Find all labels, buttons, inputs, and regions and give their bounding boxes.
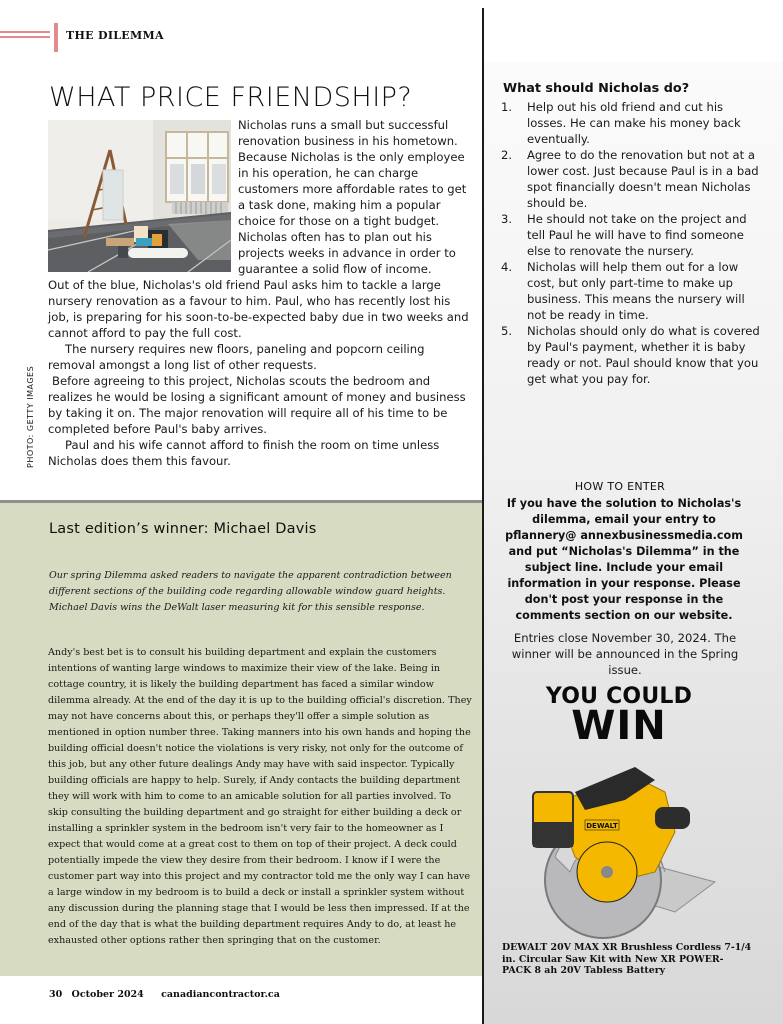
prize-saw-image — [515, 762, 745, 942]
option-number: 1. — [501, 100, 513, 114]
story-paragraph-4: Before agreeing to this project, Nicholas scouts the bedroom and realizes he would be losing a significant amount of money and business by taking it on. The major renovation will require all of his time to be completed before Paul's baby arrives. — [48, 374, 466, 436]
section-label: THE DILEMMA — [66, 29, 164, 42]
option-number: 5. — [501, 324, 513, 338]
website-link[interactable]: canadiancontractor.ca — [161, 989, 280, 1000]
winner-title: Last edition’s winner: Michael Davis — [49, 521, 317, 537]
story-paragraph-5: Paul and his wife cannot afford to finish the room on time unless Nicholas does them this favour. — [48, 438, 440, 468]
entries-close-text: Entries close November 30, 2024. The winner will be announced in the Spring issue. — [511, 631, 739, 677]
how-to-enter-body: If you have the solution to Nicholas's dilemma, email your entry to pflannery@ annexbusinessmedia.com and put “Nicholas's Dilemma” in the subject line. Include your email information in your response. Please don't post your response in the comments section on our website. — [505, 497, 743, 622]
story-paragraph-3: The nursery requires new floors, paneling and popcorn ceiling removal amongst a long list of other requests. — [48, 342, 425, 372]
how-to-enter-title: HOW TO ENTER — [574, 480, 666, 493]
prize-headline-small: YOU COULD — [545, 684, 693, 709]
issue-date: October 2024 — [71, 989, 144, 1000]
option-text: Nicholas will help them out for a low cost, but only part-time to make up business. This means the nursery will not be ready in time. — [527, 260, 745, 322]
option-item — [501, 323, 761, 387]
option-number: 4. — [501, 260, 513, 274]
header-accent-bar — [54, 23, 58, 52]
winner-intro: Our spring Dilemma asked readers to navigate the apparent contradiction between different sections of the building code regarding allowable window guard heights. Michael Davis wins the DeWalt laser measuring kit for this sensible response. — [49, 570, 452, 613]
story-body — [48, 277, 472, 469]
prize-headline-big: WIN — [571, 703, 667, 749]
option-number: 2. — [501, 148, 513, 162]
option-text: He should not take on the project and tell Paul he will have to find someone else to renovate the nursery. — [527, 212, 747, 258]
options-title: What should Nicholas do? — [503, 81, 690, 96]
option-item — [501, 147, 761, 211]
prize-caption: DEWALT 20V MAX XR Brushless Cordless 7-1/4 in. Circular Saw Kit with New XR POWER-PACK 8 ah 20V Tabless Battery — [502, 942, 752, 976]
page-footer — [49, 989, 280, 1000]
option-item — [501, 211, 761, 259]
story-paragraph-1: Nicholas runs a small but successful renovation business in his hometown. Because Nicholas is the only employee in his operation, he can charge customers more affordable rates to get a task done, making him a popular choice for those on a tight budget. Nicholas often has to plan out his projects weeks in advance in order to guarantee a solid flow of income. — [238, 118, 467, 276]
story-paragraph-2: Out of the blue, Nicholas's old friend Paul asks him to tackle a large nursery renovation as a favour to him. Paul, who has recently lost his job, is preparing for his soon-to-be-expected baby due in two weeks and cannot afford to pay the full cost. — [48, 278, 469, 340]
option-number: 3. — [501, 212, 513, 226]
option-text: Agree to do the renovation but not at a lower cost. Just because Paul is in a bad spot financially doesn't mean Nicholas should be. — [527, 148, 759, 210]
option-text: Help out his old friend and cut his losses. He can make his money back eventually. — [527, 100, 741, 146]
option-item — [501, 259, 761, 323]
dewalt-logo: DEWALT — [586, 822, 618, 830]
page-number: 30 — [49, 989, 63, 1000]
renovation-room-image — [48, 120, 231, 272]
photo-credit: PHOTO: GETTY IMAGES — [26, 365, 35, 468]
winner-response: Andy's best bet is to consult his building department and explain the customers intentions of wanting large windows to maximize their view of the lake. Being in cottage country, it is likely the building department has faced a similar window dilemma already. At the end of the day it is up to the building official's discretion. They may not have concerns about this, or perhaps they'll offer a simple solution as mentioned in option number three. Taking manners into his own hands and hoping the building official doesn't notice the violations is very risky, not only for the outcome of this job, but any other future dealings Andy may have with said inspector. Typically building officials are happy to help. Surely, if Andy contacts the building department they will work with him to come to an amicable solution for all parties involved. To skip consulting the building department and go straight for either building a deck or installing a sprinkler system in the bedroom isn't very fair to the homeowner as I expect that would come at a great cost to them on top of their project. A deck could potentially impede the view they desire from their bedroom. I know if I were the customer part way into this project and my contractor told me the only way I can have a large window in my bedroom is to build a deck or install a sprinkler system without any discussion during the planning stage that I would be less then impressed. If at the end of the day that is what the building department requires Andy to do, at least he exhausted other options rather then springing that on the customer. — [48, 647, 472, 946]
circular-saw-icon — [515, 762, 745, 942]
options-list — [501, 99, 761, 387]
option-text: Nicholas should only do what is covered by Paul's payment, whether it is baby ready or not. Paul should know that you get what you pay for. — [527, 324, 760, 386]
page-title: WHAT PRICE FRIENDSHIP? — [49, 82, 413, 113]
header-accent-lines — [0, 31, 50, 39]
option-item — [501, 99, 761, 147]
article-photo — [48, 120, 231, 272]
